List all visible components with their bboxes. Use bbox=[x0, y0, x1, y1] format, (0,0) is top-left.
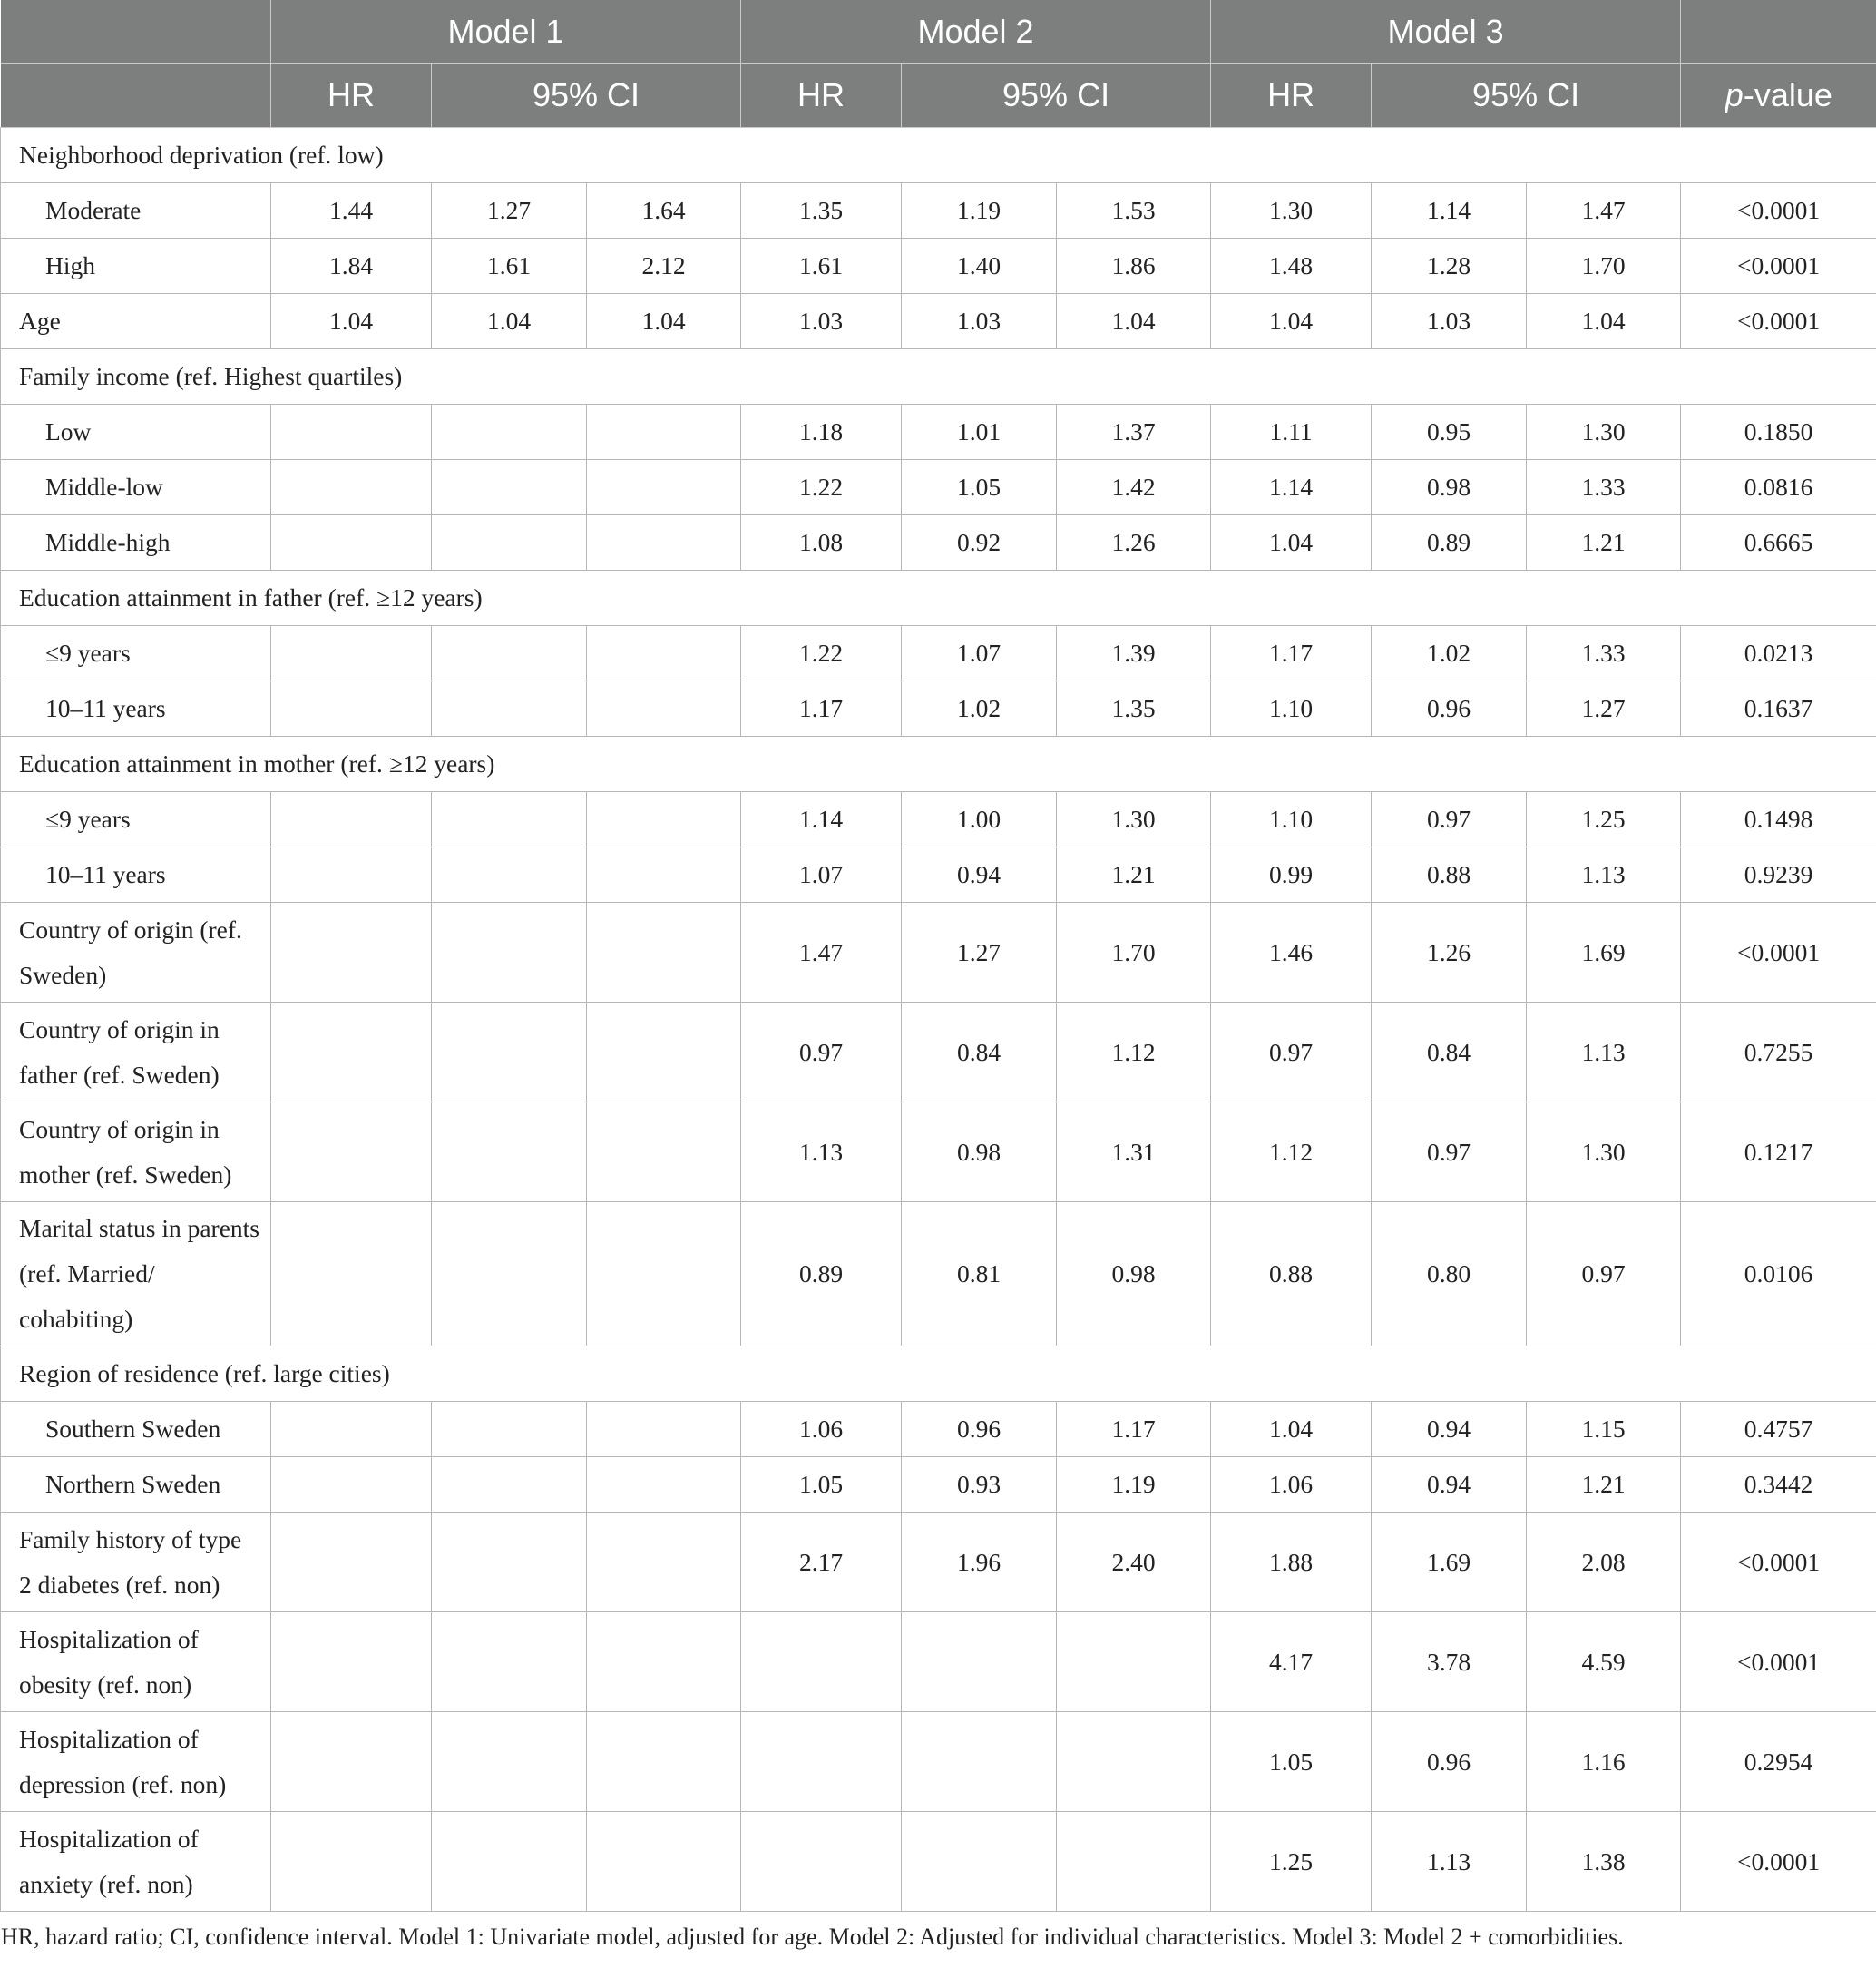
header-model-3: Model 3 bbox=[1211, 0, 1681, 64]
table-row bbox=[1, 626, 1876, 681]
group-header-row bbox=[1, 571, 1876, 626]
cell-p-value: <0.0001 bbox=[1681, 294, 1876, 349]
cell-m1-ci-upper bbox=[587, 1513, 741, 1612]
cell-m2-ci-lower: 0.81 bbox=[902, 1202, 1057, 1346]
cell-m3-ci-upper: 1.30 bbox=[1527, 405, 1681, 460]
row-label: Northern Sweden bbox=[1, 1457, 271, 1513]
row-label: Age bbox=[1, 294, 271, 349]
cell-m3-hr: 0.88 bbox=[1211, 1202, 1372, 1346]
table-row bbox=[1, 1812, 1876, 1912]
cell-m1-hr bbox=[271, 1812, 432, 1912]
cell-m2-ci-lower: 0.94 bbox=[902, 847, 1057, 903]
group-label: Education attainment in mother (ref. ≥12 years) bbox=[1, 737, 1876, 792]
cell-m2-hr: 1.22 bbox=[741, 626, 902, 681]
cell-m2-hr: 2.17 bbox=[741, 1513, 902, 1612]
header-blank-cell bbox=[1, 64, 271, 128]
header-ci: 95% CI bbox=[432, 64, 741, 128]
cell-m3-ci-lower: 0.89 bbox=[1372, 515, 1527, 571]
cell-m3-ci-lower: 0.96 bbox=[1372, 681, 1527, 737]
cell-m1-ci-upper bbox=[587, 1457, 741, 1513]
cell-m2-ci-lower: 0.92 bbox=[902, 515, 1057, 571]
cell-m2-ci-lower: 1.96 bbox=[902, 1513, 1057, 1612]
cell-p-value: 0.7255 bbox=[1681, 1003, 1876, 1102]
cell-p-value: <0.0001 bbox=[1681, 1612, 1876, 1712]
row-label: Family history of type 2 diabetes (ref. non) bbox=[1, 1513, 271, 1612]
header-ci: 95% CI bbox=[902, 64, 1211, 128]
row-label: Middle-high bbox=[1, 515, 271, 571]
cell-m1-ci-upper bbox=[587, 1712, 741, 1812]
header-pvalue-rest: -value bbox=[1743, 76, 1832, 113]
cell-m1-hr bbox=[271, 903, 432, 1003]
cell-m2-hr: 1.05 bbox=[741, 1457, 902, 1513]
table-header bbox=[1, 0, 1876, 128]
cell-p-value: 0.9239 bbox=[1681, 847, 1876, 903]
cell-m3-ci-lower: 0.84 bbox=[1372, 1003, 1527, 1102]
row-label: Middle-low bbox=[1, 460, 271, 515]
cell-m1-hr bbox=[271, 405, 432, 460]
header-model-1: Model 1 bbox=[271, 0, 741, 64]
cell-m2-ci-upper: 1.30 bbox=[1057, 792, 1211, 847]
table-row bbox=[1, 792, 1876, 847]
cell-m2-hr bbox=[741, 1612, 902, 1712]
cell-p-value: 0.0816 bbox=[1681, 460, 1876, 515]
cell-m3-hr: 1.17 bbox=[1211, 626, 1372, 681]
cell-m3-ci-lower: 1.14 bbox=[1372, 183, 1527, 239]
cell-m3-hr: 0.99 bbox=[1211, 847, 1372, 903]
table-row bbox=[1, 183, 1876, 239]
group-label: Region of residence (ref. large cities) bbox=[1, 1346, 1876, 1402]
cell-m1-hr bbox=[271, 626, 432, 681]
cell-m3-hr: 1.14 bbox=[1211, 460, 1372, 515]
cell-m3-hr: 1.11 bbox=[1211, 405, 1372, 460]
table-row bbox=[1, 460, 1876, 515]
cell-p-value: <0.0001 bbox=[1681, 903, 1876, 1003]
cell-m1-ci-lower bbox=[432, 903, 587, 1003]
header-model-2: Model 2 bbox=[741, 0, 1211, 64]
cell-m3-ci-lower: 1.26 bbox=[1372, 903, 1527, 1003]
cell-m1-ci-upper bbox=[587, 792, 741, 847]
cell-m3-ci-lower: 1.03 bbox=[1372, 294, 1527, 349]
cell-m3-ci-lower: 3.78 bbox=[1372, 1612, 1527, 1712]
cell-m2-ci-upper: 1.26 bbox=[1057, 515, 1211, 571]
cell-m3-hr: 1.48 bbox=[1211, 239, 1372, 294]
cell-m1-hr bbox=[271, 681, 432, 737]
cell-m3-ci-lower: 0.95 bbox=[1372, 405, 1527, 460]
cell-m2-ci-upper: 1.35 bbox=[1057, 681, 1211, 737]
cell-m1-ci-upper bbox=[587, 460, 741, 515]
cell-m2-hr: 0.89 bbox=[741, 1202, 902, 1346]
header-ci: 95% CI bbox=[1372, 64, 1681, 128]
cell-m1-hr: 1.04 bbox=[271, 294, 432, 349]
cell-m1-ci-lower bbox=[432, 1202, 587, 1346]
cell-m2-ci-upper bbox=[1057, 1712, 1211, 1812]
cell-m3-ci-lower: 1.28 bbox=[1372, 239, 1527, 294]
row-label: High bbox=[1, 239, 271, 294]
cell-m2-ci-upper: 0.98 bbox=[1057, 1202, 1211, 1346]
cell-p-value: 0.1498 bbox=[1681, 792, 1876, 847]
cell-m1-hr bbox=[271, 1202, 432, 1346]
cell-m3-hr: 1.46 bbox=[1211, 903, 1372, 1003]
group-header-row bbox=[1, 128, 1876, 183]
cell-m3-ci-upper: 1.38 bbox=[1527, 1812, 1681, 1912]
cell-m2-hr: 1.47 bbox=[741, 903, 902, 1003]
table-row bbox=[1, 847, 1876, 903]
cell-m2-ci-lower: 0.96 bbox=[902, 1402, 1057, 1457]
cell-m2-ci-upper: 1.12 bbox=[1057, 1003, 1211, 1102]
cell-m3-ci-lower: 0.96 bbox=[1372, 1712, 1527, 1812]
cell-m2-ci-upper: 1.17 bbox=[1057, 1402, 1211, 1457]
row-label: Southern Sweden bbox=[1, 1402, 271, 1457]
cell-m2-ci-lower: 1.03 bbox=[902, 294, 1057, 349]
cell-m2-hr: 1.35 bbox=[741, 183, 902, 239]
header-pvalue-italic: p bbox=[1725, 76, 1744, 113]
cell-m3-hr: 1.30 bbox=[1211, 183, 1372, 239]
cell-m1-hr bbox=[271, 515, 432, 571]
row-label: ≤9 years bbox=[1, 792, 271, 847]
cell-m1-ci-lower bbox=[432, 1102, 587, 1202]
cell-p-value: <0.0001 bbox=[1681, 1812, 1876, 1912]
cell-m2-ci-upper: 1.21 bbox=[1057, 847, 1211, 903]
cell-m3-hr: 1.04 bbox=[1211, 515, 1372, 571]
cell-p-value: 0.6665 bbox=[1681, 515, 1876, 571]
cell-m2-hr: 1.61 bbox=[741, 239, 902, 294]
cell-m1-hr bbox=[271, 1513, 432, 1612]
cell-m1-hr bbox=[271, 1612, 432, 1712]
cell-m2-ci-upper: 1.70 bbox=[1057, 903, 1211, 1003]
header-hr: HR bbox=[1211, 64, 1372, 128]
cell-m1-ci-upper bbox=[587, 681, 741, 737]
cell-m3-ci-upper: 1.27 bbox=[1527, 681, 1681, 737]
cell-m2-ci-upper bbox=[1057, 1612, 1211, 1712]
row-label: Country of origin (ref. Sweden) bbox=[1, 903, 271, 1003]
cell-p-value: 0.3442 bbox=[1681, 1457, 1876, 1513]
table-row bbox=[1, 1612, 1876, 1712]
cell-m3-ci-lower: 0.94 bbox=[1372, 1402, 1527, 1457]
cell-m1-hr: 1.44 bbox=[271, 183, 432, 239]
cell-m2-hr: 1.03 bbox=[741, 294, 902, 349]
table-row bbox=[1, 405, 1876, 460]
cell-m2-hr bbox=[741, 1712, 902, 1812]
cell-m2-ci-lower: 1.40 bbox=[902, 239, 1057, 294]
cell-m1-hr bbox=[271, 1102, 432, 1202]
cell-m2-ci-upper bbox=[1057, 1812, 1211, 1912]
cell-m3-ci-upper: 1.33 bbox=[1527, 626, 1681, 681]
cell-m2-hr: 1.06 bbox=[741, 1402, 902, 1457]
cell-m3-ci-lower: 1.69 bbox=[1372, 1513, 1527, 1612]
cell-m3-ci-upper: 2.08 bbox=[1527, 1513, 1681, 1612]
header-hr: HR bbox=[271, 64, 432, 128]
cell-p-value: <0.0001 bbox=[1681, 1513, 1876, 1612]
cell-p-value: 0.0213 bbox=[1681, 626, 1876, 681]
cell-m1-hr bbox=[271, 1712, 432, 1812]
header-blank-cell bbox=[1681, 0, 1876, 64]
cell-m2-ci-lower: 1.02 bbox=[902, 681, 1057, 737]
group-label: Neighborhood deprivation (ref. low) bbox=[1, 128, 1876, 183]
cell-m3-hr: 1.25 bbox=[1211, 1812, 1372, 1912]
group-label: Education attainment in father (ref. ≥12 years) bbox=[1, 571, 1876, 626]
row-label: Country of origin in mother (ref. Sweden) bbox=[1, 1102, 271, 1202]
table-row bbox=[1, 1003, 1876, 1102]
cell-m1-hr bbox=[271, 1003, 432, 1102]
cell-m2-ci-lower: 0.84 bbox=[902, 1003, 1057, 1102]
group-header-row bbox=[1, 1346, 1876, 1402]
cell-m3-ci-upper: 1.21 bbox=[1527, 1457, 1681, 1513]
table-row bbox=[1, 681, 1876, 737]
row-label: Country of origin in father (ref. Sweden) bbox=[1, 1003, 271, 1102]
cell-m2-ci-lower: 1.00 bbox=[902, 792, 1057, 847]
cell-m2-ci-upper: 1.31 bbox=[1057, 1102, 1211, 1202]
cell-m2-hr: 1.17 bbox=[741, 681, 902, 737]
cell-m3-ci-lower: 1.02 bbox=[1372, 626, 1527, 681]
cell-m3-ci-lower: 0.97 bbox=[1372, 792, 1527, 847]
cell-m1-ci-lower bbox=[432, 1402, 587, 1457]
cell-m2-ci-upper: 1.42 bbox=[1057, 460, 1211, 515]
cell-m3-hr: 4.17 bbox=[1211, 1612, 1372, 1712]
row-label: Hospitalization of obesity (ref. non) bbox=[1, 1612, 271, 1712]
cell-m3-ci-upper: 1.13 bbox=[1527, 847, 1681, 903]
cell-m1-ci-lower bbox=[432, 405, 587, 460]
cell-p-value: 0.1217 bbox=[1681, 1102, 1876, 1202]
cell-m3-ci-upper: 1.15 bbox=[1527, 1402, 1681, 1457]
cell-m1-ci-upper bbox=[587, 1812, 741, 1912]
cell-m2-ci-lower: 1.27 bbox=[902, 903, 1057, 1003]
row-label: ≤9 years bbox=[1, 626, 271, 681]
cell-m1-ci-lower bbox=[432, 1812, 587, 1912]
cell-m1-ci-upper bbox=[587, 515, 741, 571]
cell-m3-ci-upper: 1.69 bbox=[1527, 903, 1681, 1003]
cell-m1-ci-upper bbox=[587, 1402, 741, 1457]
cell-m1-ci-upper bbox=[587, 847, 741, 903]
cell-m1-ci-lower bbox=[432, 515, 587, 571]
cell-m2-hr: 1.13 bbox=[741, 1102, 902, 1202]
cell-m3-ci-upper: 1.13 bbox=[1527, 1003, 1681, 1102]
row-label: Low bbox=[1, 405, 271, 460]
cell-p-value: 0.0106 bbox=[1681, 1202, 1876, 1346]
cell-m1-ci-lower: 1.04 bbox=[432, 294, 587, 349]
cell-p-value: <0.0001 bbox=[1681, 183, 1876, 239]
cell-m1-ci-upper bbox=[587, 1102, 741, 1202]
row-label: Hospitalization of depression (ref. non) bbox=[1, 1712, 271, 1812]
cell-m1-ci-upper: 1.04 bbox=[587, 294, 741, 349]
cell-m3-hr: 1.10 bbox=[1211, 681, 1372, 737]
cell-m1-ci-upper: 2.12 bbox=[587, 239, 741, 294]
cell-m3-ci-lower: 0.94 bbox=[1372, 1457, 1527, 1513]
cell-m1-hr: 1.84 bbox=[271, 239, 432, 294]
cell-m2-hr: 1.08 bbox=[741, 515, 902, 571]
header-blank-cell bbox=[1, 0, 271, 64]
cell-p-value: 0.2954 bbox=[1681, 1712, 1876, 1812]
cell-p-value: <0.0001 bbox=[1681, 239, 1876, 294]
cell-m2-ci-upper: 1.86 bbox=[1057, 239, 1211, 294]
cell-m1-ci-upper bbox=[587, 1003, 741, 1102]
cell-m3-hr: 1.04 bbox=[1211, 294, 1372, 349]
cell-m1-ci-upper bbox=[587, 1202, 741, 1346]
cell-m3-hr: 1.06 bbox=[1211, 1457, 1372, 1513]
cell-m1-ci-lower bbox=[432, 1712, 587, 1812]
cell-m3-ci-lower: 1.13 bbox=[1372, 1812, 1527, 1912]
table-row bbox=[1, 1402, 1876, 1457]
cell-p-value: 0.1637 bbox=[1681, 681, 1876, 737]
cell-m1-ci-lower bbox=[432, 1457, 587, 1513]
table-footnote: HR, hazard ratio; CI, confidence interval. Model 1: Univariate model, adjusted for age. Model 2: Adjusted for individual characteristics. Model 3: Model 2 + comorbidities. bbox=[1, 1924, 1624, 1950]
cell-m2-ci-upper: 1.19 bbox=[1057, 1457, 1211, 1513]
cell-m1-hr bbox=[271, 460, 432, 515]
cell-m1-ci-lower bbox=[432, 1003, 587, 1102]
group-header-row bbox=[1, 349, 1876, 405]
cell-m3-ci-upper: 4.59 bbox=[1527, 1612, 1681, 1712]
cell-m3-ci-upper: 1.16 bbox=[1527, 1712, 1681, 1812]
cell-m1-ci-lower bbox=[432, 847, 587, 903]
table-row bbox=[1, 294, 1876, 349]
cell-m3-hr: 1.04 bbox=[1211, 1402, 1372, 1457]
row-label: 10–11 years bbox=[1, 681, 271, 737]
cell-m2-ci-upper: 1.53 bbox=[1057, 183, 1211, 239]
cell-m3-ci-upper: 1.04 bbox=[1527, 294, 1681, 349]
header-row-columns bbox=[1, 64, 1876, 128]
table-row bbox=[1, 1202, 1876, 1346]
cell-m2-ci-upper: 1.04 bbox=[1057, 294, 1211, 349]
cell-m3-ci-upper: 1.25 bbox=[1527, 792, 1681, 847]
cell-m2-ci-lower: 0.93 bbox=[902, 1457, 1057, 1513]
cell-m1-ci-upper: 1.64 bbox=[587, 183, 741, 239]
table-row bbox=[1, 515, 1876, 571]
cell-m1-ci-lower: 1.61 bbox=[432, 239, 587, 294]
cell-m1-ci-upper bbox=[587, 405, 741, 460]
cell-m3-ci-lower: 0.88 bbox=[1372, 847, 1527, 903]
row-label: 10–11 years bbox=[1, 847, 271, 903]
cell-m1-hr bbox=[271, 1457, 432, 1513]
cell-m2-hr: 1.22 bbox=[741, 460, 902, 515]
row-label: Marital status in parents (ref. Married/ cohabiting) bbox=[1, 1202, 271, 1346]
cell-m2-ci-lower bbox=[902, 1812, 1057, 1912]
header-row-models bbox=[1, 0, 1876, 64]
row-label: Moderate bbox=[1, 183, 271, 239]
cell-m3-ci-upper: 0.97 bbox=[1527, 1202, 1681, 1346]
cell-m1-ci-upper bbox=[587, 626, 741, 681]
cell-m2-hr: 1.14 bbox=[741, 792, 902, 847]
cell-m3-hr: 1.12 bbox=[1211, 1102, 1372, 1202]
cell-m1-ci-upper bbox=[587, 903, 741, 1003]
cell-m2-hr bbox=[741, 1812, 902, 1912]
cell-m1-ci-lower bbox=[432, 460, 587, 515]
cell-m1-hr bbox=[271, 792, 432, 847]
cell-m3-ci-upper: 1.33 bbox=[1527, 460, 1681, 515]
cell-m3-ci-upper: 1.30 bbox=[1527, 1102, 1681, 1202]
cell-m1-hr bbox=[271, 1402, 432, 1457]
group-label: Family income (ref. Highest quartiles) bbox=[1, 349, 1876, 405]
cell-m2-ci-lower: 1.19 bbox=[902, 183, 1057, 239]
cell-m3-ci-lower: 0.80 bbox=[1372, 1202, 1527, 1346]
cell-m1-ci-lower bbox=[432, 1513, 587, 1612]
cell-m3-ci-lower: 0.97 bbox=[1372, 1102, 1527, 1202]
cell-m2-ci-lower: 1.05 bbox=[902, 460, 1057, 515]
cell-m3-ci-upper: 1.21 bbox=[1527, 515, 1681, 571]
table-row bbox=[1, 1102, 1876, 1202]
cell-m3-hr: 1.10 bbox=[1211, 792, 1372, 847]
cell-m2-ci-lower bbox=[902, 1612, 1057, 1712]
row-label: Hospitalization of anxiety (ref. non) bbox=[1, 1812, 271, 1912]
table-row bbox=[1, 903, 1876, 1003]
cell-p-value: 0.4757 bbox=[1681, 1402, 1876, 1457]
cell-m1-ci-upper bbox=[587, 1612, 741, 1712]
cell-m1-ci-lower bbox=[432, 681, 587, 737]
cell-m3-hr: 1.88 bbox=[1211, 1513, 1372, 1612]
cell-m2-hr: 0.97 bbox=[741, 1003, 902, 1102]
cell-m1-ci-lower bbox=[432, 792, 587, 847]
cell-m3-ci-lower: 0.98 bbox=[1372, 460, 1527, 515]
cell-m1-ci-lower bbox=[432, 1612, 587, 1712]
header-hr: HR bbox=[741, 64, 902, 128]
cell-m2-ci-lower bbox=[902, 1712, 1057, 1812]
cell-m1-ci-lower bbox=[432, 626, 587, 681]
cell-m2-hr: 1.07 bbox=[741, 847, 902, 903]
cell-m3-ci-upper: 1.70 bbox=[1527, 239, 1681, 294]
cell-p-value: 0.1850 bbox=[1681, 405, 1876, 460]
cell-m2-ci-lower: 1.07 bbox=[902, 626, 1057, 681]
table-row bbox=[1, 1513, 1876, 1612]
table-row bbox=[1, 1457, 1876, 1513]
cell-m3-hr: 0.97 bbox=[1211, 1003, 1372, 1102]
table-row bbox=[1, 239, 1876, 294]
cell-m3-ci-upper: 1.47 bbox=[1527, 183, 1681, 239]
cell-m2-ci-lower: 1.01 bbox=[902, 405, 1057, 460]
cell-m2-hr: 1.18 bbox=[741, 405, 902, 460]
cell-m3-hr: 1.05 bbox=[1211, 1712, 1372, 1812]
table-row bbox=[1, 1712, 1876, 1812]
cell-m2-ci-lower: 0.98 bbox=[902, 1102, 1057, 1202]
cell-m1-ci-lower: 1.27 bbox=[432, 183, 587, 239]
cell-m1-hr bbox=[271, 847, 432, 903]
group-header-row bbox=[1, 737, 1876, 792]
cell-m2-ci-upper: 1.37 bbox=[1057, 405, 1211, 460]
cell-m2-ci-upper: 2.40 bbox=[1057, 1513, 1211, 1612]
cell-m2-ci-upper: 1.39 bbox=[1057, 626, 1211, 681]
header-pvalue bbox=[1681, 64, 1876, 128]
table-body bbox=[1, 128, 1876, 1912]
